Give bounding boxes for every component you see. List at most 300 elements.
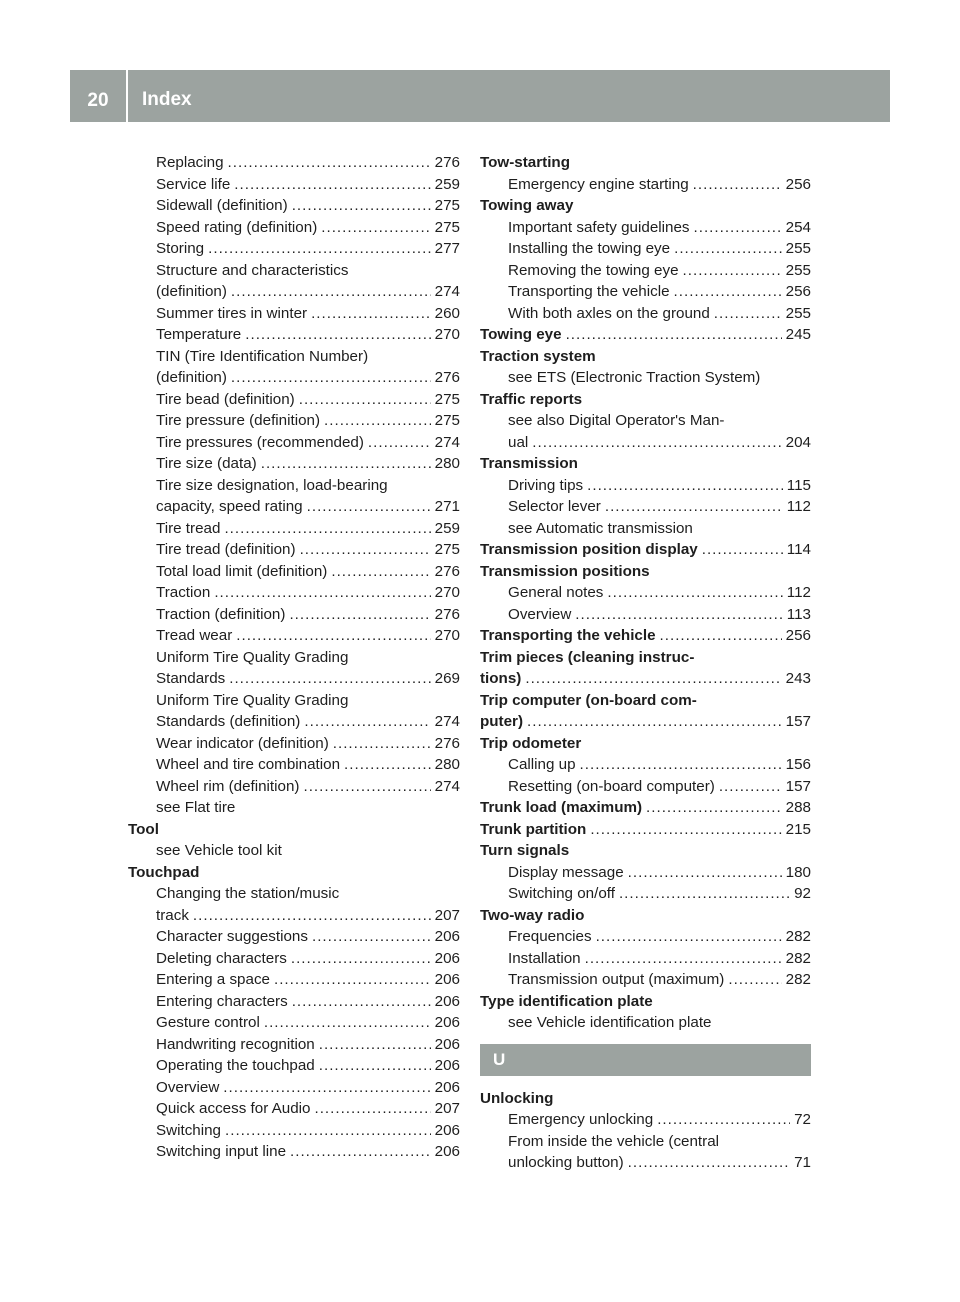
page-reference: 276 [434,154,460,171]
entry-text: Trip computer (on-board com- [480,691,697,709]
page-reference: 275 [434,541,460,558]
index-heading [480,647,811,669]
index-heading [480,905,811,927]
index-subentry [128,733,460,755]
dot-leader [231,281,431,303]
index-subentry [128,969,460,991]
page-reference: 156 [785,756,811,773]
entry-text: Transporting the vehicle [508,283,670,300]
page-reference: 206 [434,971,460,988]
dot-leader [693,174,782,196]
index-subentry [128,840,460,862]
index-subentry [128,453,460,475]
dot-leader [657,1109,790,1131]
entry-text: Transmission positions [480,562,650,580]
entry-text: see Vehicle tool kit [156,842,282,859]
index-subentry [480,883,811,905]
entry-text: Switching input line [156,1143,287,1160]
index-subentry [480,260,811,282]
dot-leader [274,969,431,991]
entry-text: Temperature [156,326,242,343]
index-heading [128,862,460,884]
page-reference: 255 [785,261,811,279]
page-reference: 271 [434,498,460,515]
entry-text: Traction (definition) [156,605,286,623]
dot-leader [234,174,430,196]
page-reference: 282 [785,949,811,967]
index-subentry [128,475,460,497]
entry-text: Unlocking [480,1089,554,1107]
dot-leader [605,496,783,518]
entry-text: Transmission output (maximum) [508,971,725,988]
dot-leader [674,238,782,260]
entry-text: Speed rating (definition) [156,218,318,236]
index-heading [480,711,811,733]
dot-leader [590,819,781,841]
page-reference: 115 [786,476,811,494]
entry-text: Frequencies [508,928,592,945]
dot-leader [660,625,782,647]
entry-text: capacity, speed rating [156,498,303,515]
entry-text: Trip odometer [480,734,582,752]
dot-leader [311,303,431,325]
index-subentry [480,582,811,604]
dot-leader [319,1055,431,1077]
dot-leader [245,324,430,346]
index-subentry [128,432,460,454]
index-subentry [480,1109,811,1131]
index-subentry [480,367,811,389]
entry-text: Operating the touchpad [156,1057,315,1074]
entry-text: TIN (Tire Identification Number) [156,347,369,365]
page-reference: 274 [434,713,460,730]
index-subentry [128,367,460,389]
entry-text: ual [508,433,529,451]
dot-leader [585,948,782,970]
entry-text: puter) [480,713,524,730]
section-letter-bar [480,1044,811,1076]
entry-text: Transporting the vehicle [480,627,656,644]
index-subentry [480,1131,811,1153]
index-subentry [128,905,460,927]
entry-text: Towing away [480,197,574,214]
index-heading [480,690,811,712]
page-reference: 112 [786,498,811,515]
entry-text: Transmission [480,455,578,472]
index-subentry [480,518,811,540]
page-reference: 275 [434,412,460,429]
page-reference: 259 [434,519,460,537]
page-reference: 282 [785,971,811,988]
index-subentry [128,174,460,196]
entry-text: Character suggestions [156,928,308,945]
dot-leader [292,195,431,217]
page-reference: 275 [434,197,460,214]
section-letter: U [493,1049,506,1069]
page-reference: 243 [785,670,811,687]
index-subentry [480,969,811,991]
dot-leader [368,432,431,454]
dot-leader [261,453,431,475]
index-subentry [128,1012,460,1034]
entry-text: Tool [128,820,159,838]
entry-text: see Vehicle identification plate [508,1014,712,1031]
dot-leader [527,711,782,733]
index-subentry [128,1098,460,1120]
page-reference: 277 [434,240,460,257]
entry-text: Replacing [156,154,224,171]
index-entries-u [480,1088,811,1174]
page-reference: 113 [786,605,811,623]
entry-text: Turn signals [480,842,570,859]
dot-leader [646,797,782,819]
index-subentry [128,389,460,411]
entry-text: see also Digital Operator's Man- [508,412,725,429]
entry-text: Traction [156,584,211,601]
index-subentry [128,1055,460,1077]
entry-text: Trunk load (maximum) [480,799,643,816]
index-heading [480,152,811,174]
index-subentry [480,281,811,303]
index-subentry [480,496,811,518]
index-subentry [128,281,460,303]
entry-text: Service life [156,175,231,193]
index-subentry [128,883,460,905]
dot-leader [344,754,431,776]
index-subentry [128,303,460,325]
index-heading [480,453,811,475]
dot-leader [292,991,431,1013]
dot-leader [264,1012,431,1034]
entry-text: Switching on/off [508,885,615,902]
dot-leader [314,1098,430,1120]
entry-text: Tire size (data) [156,455,257,472]
page-reference: 254 [785,218,811,236]
dot-leader [596,926,782,948]
index-heading [480,195,811,217]
page-reference: 206 [434,992,460,1010]
index-heading [480,733,811,755]
dot-leader [236,625,430,647]
index-subentry [480,432,811,454]
index-subentry [128,260,460,282]
section-title: Index [142,89,192,110]
entry-text: Trunk partition [480,820,587,838]
index-subentry [480,604,811,626]
entry-text: Overview [508,605,572,623]
index-heading [480,389,811,411]
entry-text: track [156,906,189,924]
page-reference: 206 [434,1121,460,1139]
index-subentry [128,238,460,260]
index-heading [480,991,811,1013]
entry-text: Installing the towing eye [508,240,671,257]
dot-leader [566,324,782,346]
entry-text: Tire pressure (definition) [156,412,321,429]
index-subentry [128,346,460,368]
page-reference: 206 [434,949,460,967]
entry-text: Type identification plate [480,992,653,1010]
page-reference: 112 [786,584,811,601]
entry-text: Trim pieces (cleaning instruc- [480,648,695,666]
entry-text: Total load limit (definition) [156,562,328,580]
index-heading [480,539,811,561]
entry-text: Overview [156,1078,220,1096]
index-subentry [480,948,811,970]
entry-text: Deleting characters [156,949,287,967]
entry-text: Tire pressures (recommended) [156,433,364,451]
dot-leader [214,582,430,604]
index-subentry [128,1034,460,1056]
index-subentry [480,174,811,196]
entry-text: Tow-starting [480,154,570,171]
index-heading [480,324,811,346]
entry-text: Tread wear [156,627,233,644]
page-reference: 276 [434,369,460,386]
dot-leader [607,582,782,604]
index-heading [480,625,811,647]
page-reference: 255 [785,240,811,257]
index-heading [480,561,811,583]
index-subentry [480,303,811,325]
index-subentry [128,1077,460,1099]
entry-text: Entering a space [156,971,270,988]
entry-text: Driving tips [508,476,584,494]
page-reference: 282 [785,928,811,945]
index-subentry [480,926,811,948]
dot-leader [683,260,782,282]
page-reference: 71 [794,1154,811,1171]
header-divider [126,70,128,122]
index-heading [480,668,811,690]
index-heading [480,346,811,368]
entry-text: Towing eye [480,326,562,343]
page-reference: 207 [434,906,460,924]
index-subentry [128,711,460,733]
dot-leader [333,733,431,755]
index-heading [480,819,811,841]
dot-leader [532,432,781,454]
dot-leader [225,1120,431,1142]
page-reference: 245 [785,326,811,343]
page-reference: 157 [785,777,811,795]
entry-text: Selector lever [508,498,601,515]
entry-text: Gesture control [156,1014,260,1031]
dot-leader [525,668,781,690]
index-subentry [480,238,811,260]
index-subentry [128,582,460,604]
entry-text: Emergency unlocking [508,1111,654,1128]
entry-text: From inside the vehicle (central [508,1132,720,1150]
page-reference: 276 [434,605,460,623]
dot-leader [299,389,431,411]
entry-text: Entering characters [156,992,288,1010]
page-reference: 114 [786,541,811,558]
index-subentry [480,1152,811,1174]
dot-leader [719,776,782,798]
index-subentry [128,668,460,690]
dot-leader [587,475,783,497]
entry-text: Sidewall (definition) [156,197,288,214]
page-reference: 206 [434,1057,460,1074]
entry-text: Standards (definition) [156,713,301,730]
page-reference: 215 [785,820,811,838]
index-subentry [128,625,460,647]
page-reference: 260 [434,304,460,322]
index-subentry [128,1120,460,1142]
dot-leader [580,754,782,776]
index-heading [480,797,811,819]
index-subentry [128,754,460,776]
entry-text: General notes [508,584,604,601]
dot-leader [702,539,783,561]
index-subentry [480,754,811,776]
dot-leader [289,604,430,626]
page-reference: 280 [434,455,460,472]
entry-text: Important safety guidelines [508,218,690,236]
index-heading [480,840,811,862]
page-reference: 206 [434,1078,460,1096]
dot-leader [304,711,430,733]
page-reference: 270 [434,627,460,644]
entry-text: Switching [156,1121,221,1139]
entry-text: see ETS (Electronic Traction System) [508,369,761,386]
index-subentry [128,690,460,712]
index-subentry [128,324,460,346]
dot-leader [208,238,431,260]
page-reference: 207 [434,1100,460,1117]
page-reference: 206 [434,928,460,945]
index-column-left [128,152,460,1163]
index-subentry [480,862,811,884]
entry-text: Transmission position display [480,541,698,558]
index-subentry [480,475,811,497]
page-reference: 206 [434,1143,460,1160]
index-subentry [128,539,460,561]
dot-leader [291,948,431,970]
page-reference: 206 [434,1035,460,1053]
dot-leader [290,1141,431,1163]
page-reference: 259 [434,175,460,193]
entry-text: Touchpad [128,863,200,881]
entry-text: Wheel and tire combination [156,756,341,773]
index-subentry [128,496,460,518]
index-subentry [128,217,460,239]
page-reference: 157 [785,713,811,730]
page-reference: 92 [794,885,811,902]
dot-leader [619,883,790,905]
dot-leader [312,926,431,948]
dot-leader [223,1077,430,1099]
entry-text: Standards [156,670,226,687]
dot-leader [324,410,431,432]
page-reference: 275 [434,218,460,236]
entry-text: Traffic reports [480,390,583,408]
entry-text: Resetting (on-board computer) [508,777,715,795]
page-reference: 180 [785,863,811,881]
page-reference: 270 [434,326,460,343]
entry-text: Calling up [508,756,576,773]
page-number: 20 [87,90,109,111]
entry-text: With both axles on the ground [508,304,710,322]
page-reference: 274 [434,433,460,451]
index-subentry [128,561,460,583]
index-subentry [480,410,811,432]
index-subentry [128,776,460,798]
entry-text: Wheel rim (definition) [156,777,300,795]
dot-leader [628,862,782,884]
entry-text: Traction system [480,347,596,365]
entry-text: (definition) [156,369,227,386]
index-subentry [128,948,460,970]
page-header [70,70,890,122]
page-reference: 206 [434,1014,460,1031]
dot-leader [321,217,430,239]
index-subentry [128,195,460,217]
dot-leader [303,776,430,798]
entry-text: Summer tires in winter [156,304,308,322]
page-reference: 256 [785,627,811,644]
page-reference: 256 [785,283,811,300]
index-subentry [128,797,460,819]
index-subentry [128,518,460,540]
entry-text: Quick access for Audio [156,1100,311,1117]
entry-text: unlocking button) [508,1154,624,1171]
dot-leader [674,281,782,303]
dot-leader [228,152,431,174]
page-reference: 269 [434,670,460,687]
dot-leader [229,668,430,690]
entry-text: Tire size designation, load-bearing [156,476,388,494]
dot-leader [193,905,431,927]
index-subentry [128,604,460,626]
entry-text: Display message [508,863,624,881]
page-reference: 72 [794,1111,811,1128]
page-reference: 255 [785,304,811,322]
index-entries-right [480,152,811,1034]
dot-leader [307,496,431,518]
page-reference: 276 [434,734,460,752]
index-subentry [128,152,460,174]
index-subentry [128,410,460,432]
page-reference: 256 [785,175,811,193]
dot-leader [231,367,431,389]
page-reference: 204 [785,433,811,451]
dot-leader [575,604,782,626]
index-subentry [480,776,811,798]
entry-text: see Flat tire [156,799,236,816]
entry-text: Installation [508,949,581,967]
dot-leader [728,969,781,991]
dot-leader [319,1034,431,1056]
entry-text: Tire tread [156,519,221,537]
index-heading [480,1088,811,1110]
page-reference: 274 [434,283,460,300]
entry-text: Changing the station/music [156,885,340,902]
index-subentry [128,926,460,948]
page-reference: 270 [434,584,460,601]
index-column-right [480,152,811,1174]
page-reference: 288 [785,799,811,816]
entry-text: Wear indicator (definition) [156,734,329,752]
entry-text: Uniform Tire Quality Grading [156,691,349,709]
dot-leader [300,539,431,561]
dot-leader [331,561,430,583]
entry-text: Uniform Tire Quality Grading [156,648,349,666]
entry-text: (definition) [156,283,227,300]
entry-text: Two-way radio [480,906,585,924]
index-subentry [480,217,811,239]
